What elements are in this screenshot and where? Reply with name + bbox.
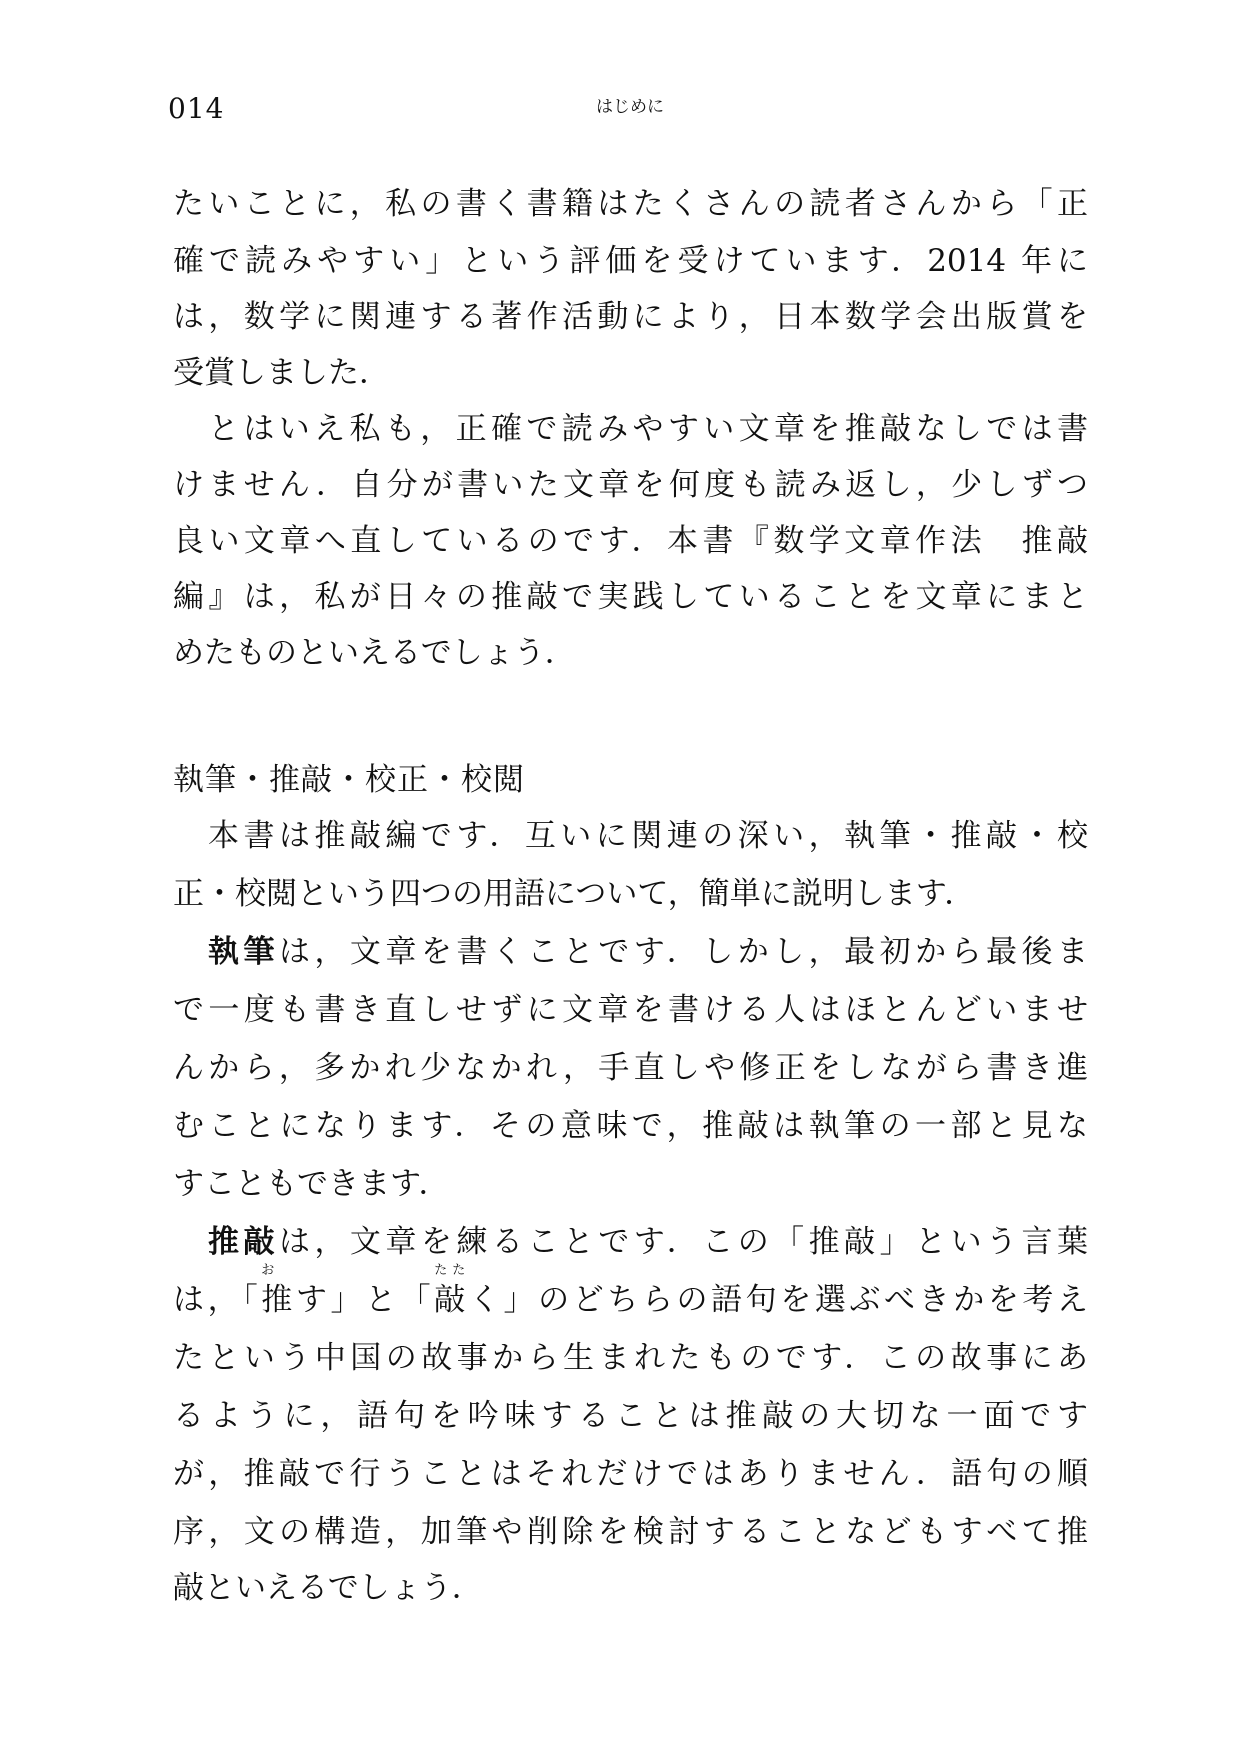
- ruby-line-prefix: は，「: [173, 1282, 262, 1318]
- body-line: けません．自分が書いた文章を何度も読み返し，少しずつ: [173, 467, 1088, 503]
- line-text: は，文章を書くことです．しかし，最初から最後ま: [278, 934, 1088, 970]
- body-line: は，数学に関連する著作活動により，日本数学会出版賞を: [173, 299, 1088, 335]
- term-shippitsu: 執筆: [208, 934, 279, 970]
- body-line: たいことに，私の書く書籍はたくさんの読者さんから「正: [173, 186, 1088, 222]
- ruby-word-osu: [261, 1263, 293, 1320]
- ruby-base: 敲: [434, 1282, 466, 1318]
- running-head: はじめに: [596, 97, 664, 117]
- body-line: が，推敲で行うことはそれだけではありません．語句の順: [173, 1456, 1088, 1492]
- body-line: [173, 1222, 1088, 1262]
- line-text: は，文章を練ることです．この「推敲」という言葉: [278, 1224, 1088, 1260]
- body-line: で一度も書き直しせずに文章を書ける人はほとんどいませ: [173, 992, 1088, 1028]
- body-line: すこともできます．: [173, 1166, 450, 1202]
- ruby-reading: たた: [434, 1263, 466, 1278]
- ruby-reading: お: [261, 1263, 275, 1278]
- body-line: 確で読みやすい」という評価を受けています．2014 年に: [173, 243, 1088, 279]
- body-line: [173, 932, 1088, 972]
- body-line: 受賞しました．: [173, 355, 390, 391]
- body-line: 序，文の構造，加筆や削除を検討することなどもすべて推: [173, 1514, 1088, 1550]
- term-suikou: 推敲: [208, 1224, 279, 1260]
- body-line: るように，語句を吟味することは推敲の大切な一面です: [173, 1398, 1088, 1434]
- ruby-line-middle: す」と「: [292, 1282, 435, 1318]
- page-number: 014: [168, 92, 225, 125]
- body-line: 正・校閲という四つの用語について，簡単に説明します．: [173, 876, 976, 912]
- body-line: めたものといえるでしょう．: [173, 635, 576, 671]
- body-line: たという中国の故事から生まれたものです．この故事にあ: [173, 1340, 1088, 1376]
- ruby-base: 推: [261, 1282, 293, 1318]
- body-line: 本書は推敲編です．互いに関連の深い，執筆・推敲・校: [208, 818, 1088, 854]
- body-line: んから，多かれ少なかれ，手直しや修正をしながら書き進: [173, 1050, 1088, 1086]
- ruby-line-suffix: く」のどちらの語句を選ぶべきかを考え: [465, 1282, 1089, 1318]
- ruby-word-tataku: [434, 1263, 466, 1320]
- ruby-line: [173, 1263, 1089, 1320]
- body-line: 編』は，私が日々の推敲で実践していることを文章にまと: [173, 579, 1088, 615]
- body-line: とはいえ私も，正確で読みやすい文章を推敲なしでは書: [208, 411, 1088, 447]
- section-heading: 執筆・推敲・校正・校閲: [173, 762, 525, 798]
- body-line: 敲といえるでしょう．: [173, 1570, 483, 1606]
- body-line: 良い文章へ直しているのです．本書『数学文章作法 推敲: [173, 523, 1088, 559]
- body-line: むことになります．その意味で，推敲は執筆の一部と見な: [173, 1108, 1088, 1144]
